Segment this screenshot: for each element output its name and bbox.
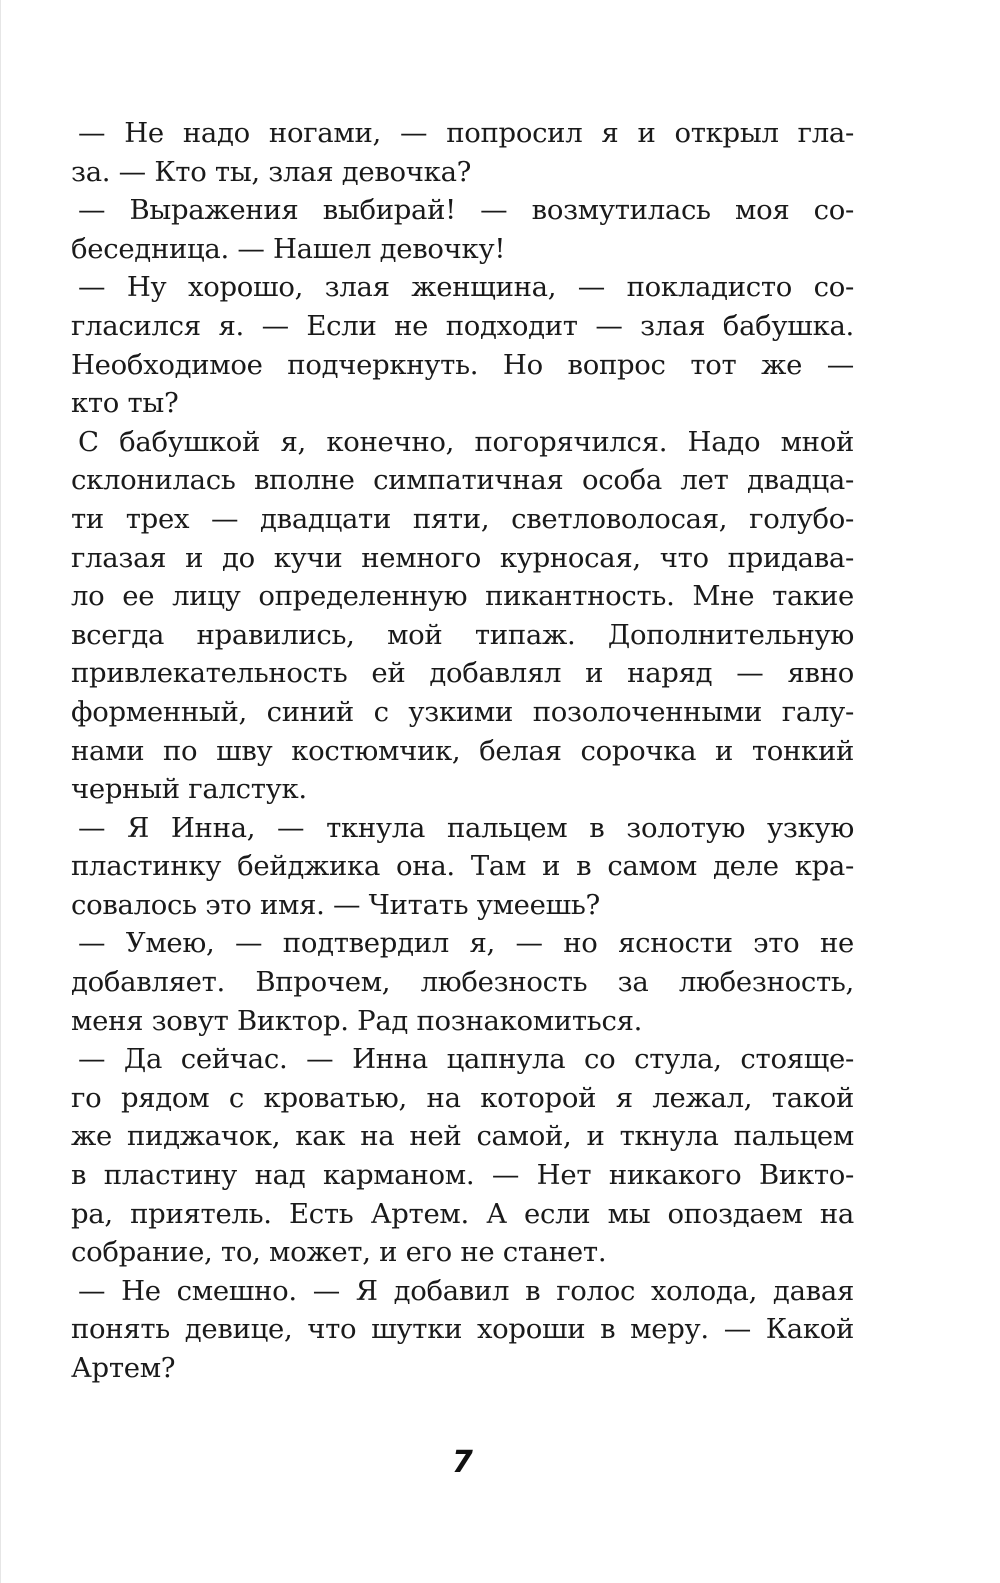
body-text — [71, 114, 854, 1388]
text-line: понять девице, что шутки хороши в меру. — Какой — [71, 1313, 854, 1346]
text-line: — Выражения выбирай! — возмутилась моя со- — [78, 194, 854, 227]
text-line: совалось это имя. — Читать умеешь? — [71, 888, 601, 921]
text-line: склонилась вполне симпатичная особа лет двадца- — [71, 464, 854, 497]
text-line: черный галстук. — [71, 773, 307, 806]
text-line: — Умею, — подтвердил я, — но ясности это не — [78, 927, 854, 960]
text-line: кто ты? — [71, 387, 179, 420]
text-line: — Не смешно. — Я добавил в голос холода, давая — [78, 1274, 854, 1307]
text-line: глазая и до кучи немного курносая, что придава- — [71, 541, 854, 574]
text-line: в пластину над карманом. — Нет никакого Викто- — [71, 1159, 854, 1192]
text-line: — Да сейчас. — Инна цапнула со стула, стояще- — [78, 1043, 854, 1076]
text-line: собрание, то, может, и его не станет. — [71, 1236, 607, 1269]
text-line: нами по шву костюмчик, белая сорочка и тонкий — [71, 734, 854, 767]
text-line: ра, приятель. Есть Артем. А если мы опоздаем на — [71, 1197, 854, 1230]
text-line: привлекательность ей добавлял и наряд — явно — [71, 657, 854, 690]
text-line: С бабушкой я, конечно, погорячился. Надо мной — [78, 425, 854, 458]
text-line: Артем? — [71, 1352, 176, 1384]
text-line: форменный, синий с узкими позолоченными галу- — [71, 695, 854, 728]
text-line: ло ее лицу определенную пикантность. Мне такие — [71, 580, 854, 613]
text-line: — Я Инна, — ткнула пальцем в золотую узкую — [78, 811, 854, 844]
text-line: всегда нравились, мой типаж. Дополнительную — [71, 618, 854, 651]
text-line: гласился я. — Если не подходит — злая бабушка. — [71, 309, 854, 342]
text-line: беседница. — Нашел девочку! — [71, 232, 506, 265]
page-number: 7 — [452, 1445, 473, 1480]
text-line: за. — Кто ты, злая девочка? — [71, 155, 472, 188]
text-line: — Ну хорошо, злая женщина, — покладисто со- — [78, 271, 854, 304]
text-line: ти трех — двадцати пяти, светловолосая, голубо- — [71, 502, 854, 535]
text-line: добавляет. Впрочем, любезность за любезность, — [71, 966, 854, 999]
text-line: же пиджачок, как на ней самой, и ткнула пальцем — [71, 1120, 854, 1153]
text-line: меня зовут Виктор. Рад познакомиться. — [71, 1004, 643, 1037]
text-line: Необходимое подчеркнуть. Но вопрос тот же — — [71, 348, 854, 381]
text-line: пластинку бейджика она. Там и в самом деле кра- — [71, 850, 854, 883]
text-line: го рядом с кроватью, на которой я лежал, такой — [71, 1081, 854, 1114]
text-line: — Не надо ногами, — попросил я и открыл гла- — [78, 117, 854, 149]
